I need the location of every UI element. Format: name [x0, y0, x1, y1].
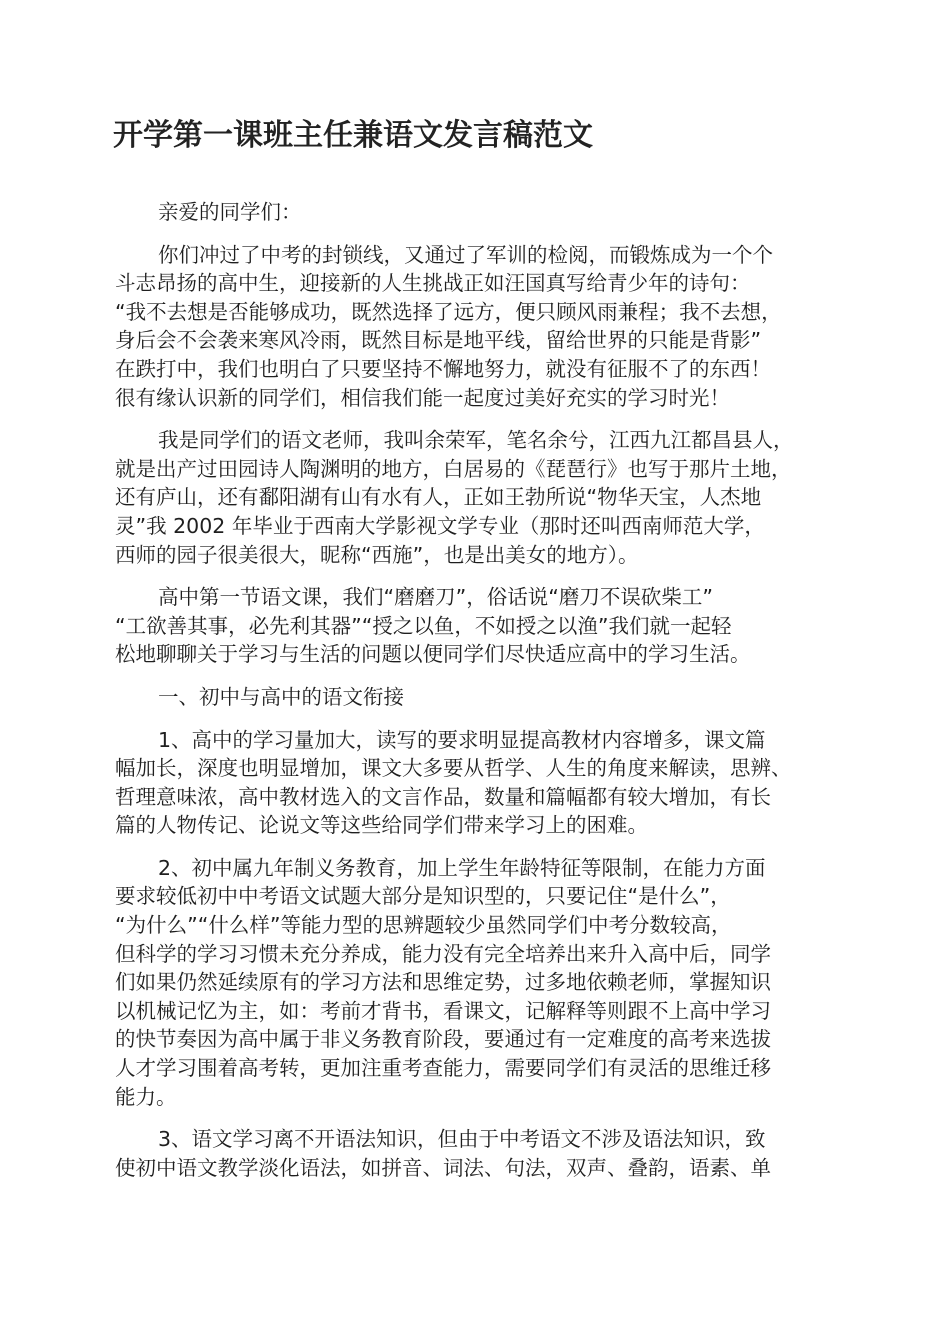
text-line: 松地聊聊关于学习与生活的问题以便同学们尽快适应高中的学习生活。: [115, 642, 751, 667]
text-line: 2、初中属九年制义务教育，加上学生年龄特征等限制，在能力方面: [158, 855, 766, 880]
text-line: 人才学习围着高考转，更加注重考查能力，需要同学们有灵活的思维迁移: [115, 1056, 771, 1081]
text-line: 们如果仍然延续原有的学习方法和思维定势，过多地依赖老师，掌握知识: [115, 970, 771, 995]
text-line: 的快节奏因为高中属于非义务教育阶段，要通过有一定难度的高考来选拔: [115, 1027, 771, 1052]
text-line: 亲爱的同学们：: [158, 200, 302, 224]
paragraph-8: [115, 1125, 860, 1182]
paragraph-3: [115, 426, 860, 569]
paragraph-5: [115, 683, 860, 712]
text-line: 还有庐山，还有鄱阳湖有山有水有人，正如王勃所说“物华天宝，人杰地: [115, 485, 762, 510]
paragraph-6: [115, 726, 860, 840]
paragraph-1: [115, 198, 860, 227]
text-line: 灵”我 2002 年毕业于西南大学影视文学专业（那时还叫西南师范大学，: [115, 513, 765, 538]
paragraph-4: [115, 583, 860, 669]
text-line: 高中第一节语文课，我们“磨磨刀”，俗话说“磨刀不误砍柴工”: [158, 585, 713, 610]
text-line: “工欲善其事，必先利其器”“授之以鱼，不如授之以渔”我们就一起轻: [115, 613, 732, 638]
text-line: 哲理意味浓，高中教材选入的文言作品，数量和篇幅都有较大增加，有长: [115, 784, 771, 809]
text-line: 要求较低初中中考语文试题大部分是知识型的，只要记住“是什么”，: [115, 884, 731, 909]
text-line: 能力。: [115, 1084, 177, 1109]
text-line: “我不去想是否能够成功，既然选择了远方，便只顾风雨兼程；我不去想，: [115, 299, 782, 324]
paragraph-7: [115, 854, 860, 1111]
text-line: 西师的园子很美很大，昵称“西施”，也是出美女的地方）。: [115, 542, 639, 567]
page-title: 开学第一课班主任兼语文发言稿范文: [113, 118, 593, 153]
text-line: 斗志昂扬的高中生，迎接新的人生挑战正如汪国真写给青少年的诗句：: [115, 271, 751, 296]
text-line: 身后会不会袭来寒风冷雨，既然目标是地平线，留给世界的只能是背影”: [115, 328, 762, 353]
text-line: 但科学的学习习惯未充分养成，能力没有完全培养出来升入高中后，同学: [115, 941, 771, 966]
text-line: 在跌打中，我们也明白了只要坚持不懈地努力，就没有征服不了的东西！: [115, 356, 771, 381]
text-line: 我是同学们的语文老师，我叫余荣军，笔名余兮，江西九江都昌县人，: [158, 428, 794, 453]
text-line: 你们冲过了中考的封锁线，又通过了军训的检阅，而锻炼成为一个个: [158, 242, 773, 267]
text-line: “为什么”“什么样”等能力型的思辨题较少虽然同学们中考分数较高，: [115, 913, 732, 938]
paragraph-2: [115, 241, 860, 413]
text-line: 很有缘认识新的同学们，相信我们能一起度过美好充实的学习时光！: [115, 385, 730, 410]
text-line: 以机械记忆为主，如：考前才背书，看课文，记解释等则跟不上高中学习: [115, 998, 771, 1023]
text-line: 幅加长，深度也明显增加，课文大多要从哲学、人生的角度来解读，思辨、: [115, 756, 792, 781]
document-body: [115, 198, 860, 1196]
text-line: 篇的人物传记、论说文等这些给同学们带来学习上的困难。: [115, 813, 648, 838]
text-line: 一、初中与高中的语文衔接: [158, 684, 404, 709]
text-line: 使初中语文教学淡化语法，如拼音、词法、句法，双声、叠韵，语素、单: [115, 1155, 771, 1180]
text-line: 1、高中的学习量加大，读写的要求明显提高教材内容增多，课文篇: [158, 727, 766, 752]
text-line: 就是出产过田园诗人陶渊明的地方，白居易的《琵琶行》也写于那片土地，: [115, 456, 792, 481]
text-line: 3、语文学习离不开语法知识，但由于中考语文不涉及语法知识，致: [158, 1127, 766, 1152]
